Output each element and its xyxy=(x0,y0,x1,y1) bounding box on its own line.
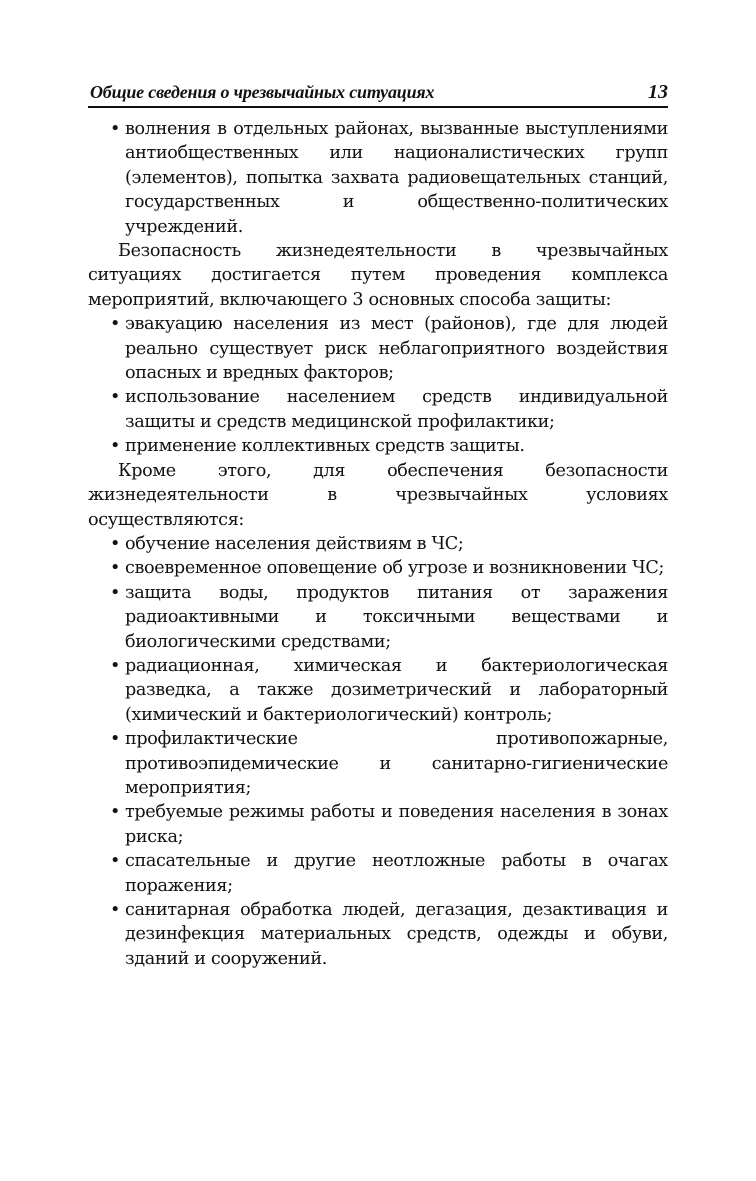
list-item-text: санитарная обработка людей, дегазация, дезактивация и дезинфекция материальных средств, одежды и обуви, зданий и сооружений. xyxy=(125,900,668,969)
bullet-icon: • xyxy=(110,387,121,408)
list-item xyxy=(88,312,668,385)
paragraph-safety-measures: Безопасность жизнедеятельности в чрезвычайных ситуациях достигается путем проведения комплекса мероприятий, включающего 3 основных способа защиты: xyxy=(88,241,668,310)
list-item-text: требуемые режимы работы и поведения населения в зонах риска; xyxy=(125,802,668,847)
bullet-list-protection-methods xyxy=(88,312,668,458)
bullet-icon: • xyxy=(110,900,121,920)
running-header xyxy=(88,80,668,108)
bullet-icon: • xyxy=(110,558,121,579)
list-item-text: спасательные и другие неотложные работы в очагах поражения; xyxy=(125,851,668,896)
list-item xyxy=(88,849,668,898)
bullet-icon: • xyxy=(110,119,121,139)
list-item-text: эвакуацию населения из мест (районов), где для людей реально существует риск неблагоприятного воздействия опасных и вредных факторов; xyxy=(125,314,668,384)
bullet-icon: • xyxy=(110,851,121,872)
bullet-icon: • xyxy=(110,436,121,457)
list-item-text: защита воды, продуктов питания от заражения радиоактивными и токсичными веществами и биологическими средствами; xyxy=(125,582,668,652)
list-item-text: обучение населения действиям в ЧС; xyxy=(125,533,464,554)
paragraph-additional-measures: Кроме этого, для обеспечения безопасности жизнедеятельности в чрезвычайных условиях осуществляются: xyxy=(88,460,668,530)
bullet-icon: • xyxy=(110,802,121,823)
bullet-icon: • xyxy=(110,314,121,335)
list-item-text: радиационная, химическая и бактериологическая разведка, а также дозиметрический и лабораторный (химический и бактериологический) контроль; xyxy=(125,655,668,725)
list-item xyxy=(88,532,668,556)
list-item xyxy=(88,727,668,800)
page-body xyxy=(88,117,668,971)
bullet-list-intro xyxy=(88,117,668,239)
list-item xyxy=(88,117,668,239)
bullet-icon: • xyxy=(110,582,121,603)
list-item-text: своевременное оповещение об угрозе и возникновении ЧС; xyxy=(125,558,665,579)
bullet-icon: • xyxy=(110,729,121,750)
bullet-icon: • xyxy=(110,655,121,676)
chapter-title: Общие сведения о чрезвычайных ситуациях xyxy=(90,82,435,102)
book-page xyxy=(88,80,668,971)
list-item-text: волнения в отдельных районах, вызванные выступлениями антиобщественных или националистических групп (элементов), попытка захвата радиовещательных станций, государственных и общественно-политических учреждений. xyxy=(125,119,668,237)
list-item-text: применение коллективных средств защиты. xyxy=(125,436,525,457)
list-item-text: профилактические противопожарные, противоэпидемические и санитарно-гигиенические мероприятия; xyxy=(125,729,668,798)
list-item xyxy=(88,434,668,458)
list-item xyxy=(88,800,668,849)
bullet-icon: • xyxy=(110,533,121,554)
list-item xyxy=(88,654,668,727)
page-number: 13 xyxy=(648,81,668,103)
list-item xyxy=(88,385,668,434)
list-item xyxy=(88,898,668,971)
list-item xyxy=(88,581,668,654)
list-item-text: использование населением средств индивидуальной защиты и средств медицинской профилактики; xyxy=(125,387,668,432)
bullet-list-additional-measures xyxy=(88,532,668,971)
list-item xyxy=(88,556,668,580)
